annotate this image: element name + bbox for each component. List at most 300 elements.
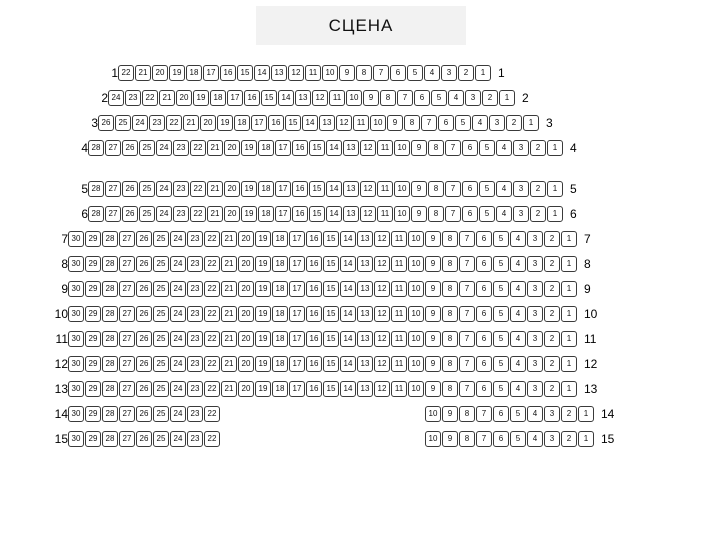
- seat[interactable]: 7: [421, 115, 437, 131]
- seat[interactable]: 1: [561, 381, 577, 397]
- seat[interactable]: 13: [295, 90, 311, 106]
- seat[interactable]: 17: [289, 356, 305, 372]
- seat[interactable]: 27: [119, 381, 135, 397]
- seat[interactable]: 8: [442, 231, 458, 247]
- seat[interactable]: 18: [272, 356, 288, 372]
- seat[interactable]: 26: [136, 406, 152, 422]
- seat[interactable]: 4: [424, 65, 440, 81]
- seat[interactable]: 28: [88, 206, 104, 222]
- seat[interactable]: 22: [190, 140, 206, 156]
- seat[interactable]: 19: [241, 140, 257, 156]
- seat[interactable]: 5: [493, 281, 509, 297]
- seat[interactable]: 13: [343, 140, 359, 156]
- seat[interactable]: 9: [425, 256, 441, 272]
- seat[interactable]: 24: [156, 181, 172, 197]
- seat[interactable]: 11: [391, 281, 407, 297]
- seat[interactable]: 2: [544, 281, 560, 297]
- seat[interactable]: 17: [289, 306, 305, 322]
- seat[interactable]: 19: [217, 115, 233, 131]
- seat[interactable]: 28: [102, 331, 118, 347]
- seat[interactable]: 18: [258, 206, 274, 222]
- seat[interactable]: 22: [142, 90, 158, 106]
- seat[interactable]: 1: [475, 65, 491, 81]
- seat[interactable]: 21: [221, 256, 237, 272]
- seat[interactable]: 2: [544, 356, 560, 372]
- seat[interactable]: 28: [102, 356, 118, 372]
- seat[interactable]: 7: [459, 356, 475, 372]
- seat[interactable]: 6: [414, 90, 430, 106]
- seat[interactable]: 26: [122, 206, 138, 222]
- seat[interactable]: 6: [462, 206, 478, 222]
- seat[interactable]: 10: [346, 90, 362, 106]
- seat[interactable]: 29: [85, 431, 101, 447]
- seat[interactable]: 8: [428, 140, 444, 156]
- seat[interactable]: 11: [305, 65, 321, 81]
- seat[interactable]: 9: [425, 306, 441, 322]
- seat[interactable]: 10: [408, 256, 424, 272]
- seat[interactable]: 20: [176, 90, 192, 106]
- seat[interactable]: 13: [343, 181, 359, 197]
- seat[interactable]: 19: [255, 256, 271, 272]
- seat[interactable]: 5: [493, 306, 509, 322]
- seat[interactable]: 15: [285, 115, 301, 131]
- seat[interactable]: 24: [132, 115, 148, 131]
- seat[interactable]: 25: [153, 281, 169, 297]
- seat[interactable]: 22: [204, 431, 220, 447]
- seat[interactable]: 21: [207, 206, 223, 222]
- seat[interactable]: 3: [527, 306, 543, 322]
- seat[interactable]: 10: [394, 181, 410, 197]
- seat[interactable]: 7: [459, 306, 475, 322]
- seat[interactable]: 7: [476, 431, 492, 447]
- seat[interactable]: 17: [275, 140, 291, 156]
- seat[interactable]: 27: [119, 406, 135, 422]
- seat[interactable]: 27: [119, 306, 135, 322]
- seat[interactable]: 2: [544, 381, 560, 397]
- seat[interactable]: 7: [373, 65, 389, 81]
- seat[interactable]: 24: [156, 140, 172, 156]
- seat[interactable]: 14: [340, 306, 356, 322]
- seat[interactable]: 5: [493, 256, 509, 272]
- seat[interactable]: 12: [374, 381, 390, 397]
- seat[interactable]: 17: [251, 115, 267, 131]
- seat[interactable]: 10: [408, 306, 424, 322]
- seat[interactable]: 8: [459, 406, 475, 422]
- seat[interactable]: 19: [255, 381, 271, 397]
- seat[interactable]: 18: [272, 231, 288, 247]
- seat[interactable]: 29: [85, 256, 101, 272]
- seat[interactable]: 14: [340, 356, 356, 372]
- seat[interactable]: 3: [513, 140, 529, 156]
- seat[interactable]: 21: [221, 281, 237, 297]
- seat[interactable]: 19: [255, 231, 271, 247]
- seat[interactable]: 1: [561, 256, 577, 272]
- seat[interactable]: 20: [152, 65, 168, 81]
- seat[interactable]: 8: [442, 306, 458, 322]
- seat[interactable]: 28: [102, 406, 118, 422]
- seat[interactable]: 17: [203, 65, 219, 81]
- seat[interactable]: 27: [119, 356, 135, 372]
- seat[interactable]: 2: [544, 306, 560, 322]
- seat[interactable]: 29: [85, 406, 101, 422]
- seat[interactable]: 2: [458, 65, 474, 81]
- seat[interactable]: 29: [85, 331, 101, 347]
- seat[interactable]: 24: [170, 406, 186, 422]
- seat[interactable]: 5: [510, 406, 526, 422]
- seat[interactable]: 3: [527, 356, 543, 372]
- seat[interactable]: 22: [204, 256, 220, 272]
- seat[interactable]: 30: [68, 356, 84, 372]
- seat[interactable]: 23: [125, 90, 141, 106]
- seat[interactable]: 22: [118, 65, 134, 81]
- seat[interactable]: 5: [479, 140, 495, 156]
- seat[interactable]: 17: [289, 231, 305, 247]
- seat[interactable]: 16: [306, 306, 322, 322]
- seat[interactable]: 2: [544, 231, 560, 247]
- seat[interactable]: 15: [309, 206, 325, 222]
- seat[interactable]: 15: [237, 65, 253, 81]
- seat[interactable]: 22: [204, 406, 220, 422]
- seat[interactable]: 12: [360, 140, 376, 156]
- seat[interactable]: 25: [153, 331, 169, 347]
- seat[interactable]: 22: [204, 356, 220, 372]
- seat[interactable]: 14: [326, 140, 342, 156]
- seat[interactable]: 14: [340, 331, 356, 347]
- seat[interactable]: 13: [357, 231, 373, 247]
- seat[interactable]: 1: [547, 181, 563, 197]
- seat[interactable]: 4: [510, 356, 526, 372]
- seat[interactable]: 24: [170, 431, 186, 447]
- seat[interactable]: 27: [119, 331, 135, 347]
- seat[interactable]: 20: [238, 331, 254, 347]
- seat[interactable]: 3: [527, 331, 543, 347]
- seat[interactable]: 3: [527, 256, 543, 272]
- seat[interactable]: 1: [578, 431, 594, 447]
- seat[interactable]: 28: [102, 281, 118, 297]
- seat[interactable]: 5: [493, 356, 509, 372]
- seat[interactable]: 1: [561, 281, 577, 297]
- seat[interactable]: 19: [255, 306, 271, 322]
- seat[interactable]: 1: [523, 115, 539, 131]
- seat[interactable]: 14: [340, 281, 356, 297]
- seat[interactable]: 8: [380, 90, 396, 106]
- seat[interactable]: 11: [377, 206, 393, 222]
- seat[interactable]: 6: [462, 181, 478, 197]
- seat[interactable]: 1: [561, 356, 577, 372]
- seat[interactable]: 24: [156, 206, 172, 222]
- seat[interactable]: 23: [187, 406, 203, 422]
- seat[interactable]: 22: [204, 381, 220, 397]
- seat[interactable]: 12: [374, 231, 390, 247]
- seat[interactable]: 12: [312, 90, 328, 106]
- seat[interactable]: 23: [187, 256, 203, 272]
- seat[interactable]: 13: [271, 65, 287, 81]
- seat[interactable]: 6: [476, 356, 492, 372]
- seat[interactable]: 2: [561, 431, 577, 447]
- seat[interactable]: 8: [459, 431, 475, 447]
- seat[interactable]: 15: [309, 140, 325, 156]
- seat[interactable]: 11: [391, 256, 407, 272]
- seat[interactable]: 5: [455, 115, 471, 131]
- seat[interactable]: 5: [493, 331, 509, 347]
- seat[interactable]: 16: [292, 206, 308, 222]
- seat[interactable]: 17: [289, 256, 305, 272]
- seat[interactable]: 18: [258, 140, 274, 156]
- seat[interactable]: 25: [139, 206, 155, 222]
- seat[interactable]: 16: [268, 115, 284, 131]
- seat[interactable]: 6: [476, 281, 492, 297]
- seat[interactable]: 9: [387, 115, 403, 131]
- seat[interactable]: 16: [306, 356, 322, 372]
- seat[interactable]: 26: [136, 256, 152, 272]
- seat[interactable]: 18: [272, 381, 288, 397]
- seat[interactable]: 12: [288, 65, 304, 81]
- seat[interactable]: 21: [221, 306, 237, 322]
- seat[interactable]: 14: [254, 65, 270, 81]
- seat[interactable]: 20: [238, 231, 254, 247]
- seat[interactable]: 7: [459, 256, 475, 272]
- seat[interactable]: 18: [258, 181, 274, 197]
- seat[interactable]: 20: [224, 181, 240, 197]
- seat[interactable]: 11: [391, 231, 407, 247]
- seat[interactable]: 2: [530, 181, 546, 197]
- seat[interactable]: 2: [530, 140, 546, 156]
- seat[interactable]: 10: [394, 140, 410, 156]
- seat[interactable]: 12: [374, 281, 390, 297]
- seat[interactable]: 22: [204, 231, 220, 247]
- seat[interactable]: 21: [159, 90, 175, 106]
- seat[interactable]: 15: [323, 231, 339, 247]
- seat[interactable]: 27: [119, 256, 135, 272]
- seat[interactable]: 8: [428, 206, 444, 222]
- seat[interactable]: 4: [472, 115, 488, 131]
- seat[interactable]: 4: [527, 406, 543, 422]
- seat[interactable]: 6: [462, 140, 478, 156]
- seat[interactable]: 7: [459, 381, 475, 397]
- seat[interactable]: 26: [98, 115, 114, 131]
- seat[interactable]: 26: [136, 281, 152, 297]
- seat[interactable]: 9: [411, 140, 427, 156]
- seat[interactable]: 10: [408, 356, 424, 372]
- seat[interactable]: 24: [170, 281, 186, 297]
- seat[interactable]: 9: [363, 90, 379, 106]
- seat[interactable]: 30: [68, 231, 84, 247]
- seat[interactable]: 20: [238, 356, 254, 372]
- seat[interactable]: 13: [357, 356, 373, 372]
- seat[interactable]: 13: [357, 256, 373, 272]
- seat[interactable]: 23: [173, 206, 189, 222]
- seat[interactable]: 21: [221, 356, 237, 372]
- seat[interactable]: 8: [404, 115, 420, 131]
- seat[interactable]: 10: [408, 231, 424, 247]
- seat[interactable]: 16: [306, 381, 322, 397]
- seat[interactable]: 17: [289, 281, 305, 297]
- seat[interactable]: 29: [85, 281, 101, 297]
- seat[interactable]: 8: [428, 181, 444, 197]
- seat[interactable]: 4: [496, 140, 512, 156]
- seat[interactable]: 17: [289, 381, 305, 397]
- seat[interactable]: 13: [357, 281, 373, 297]
- seat[interactable]: 9: [425, 356, 441, 372]
- seat[interactable]: 14: [326, 181, 342, 197]
- seat[interactable]: 3: [527, 281, 543, 297]
- seat[interactable]: 5: [493, 381, 509, 397]
- seat[interactable]: 6: [438, 115, 454, 131]
- seat[interactable]: 30: [68, 381, 84, 397]
- seat[interactable]: 13: [319, 115, 335, 131]
- seat[interactable]: 20: [238, 256, 254, 272]
- seat[interactable]: 11: [329, 90, 345, 106]
- seat[interactable]: 4: [510, 331, 526, 347]
- seat[interactable]: 7: [445, 206, 461, 222]
- seat[interactable]: 7: [459, 231, 475, 247]
- seat[interactable]: 26: [136, 356, 152, 372]
- seat[interactable]: 22: [204, 331, 220, 347]
- seat[interactable]: 30: [68, 331, 84, 347]
- seat[interactable]: 21: [221, 231, 237, 247]
- seat[interactable]: 9: [425, 331, 441, 347]
- seat[interactable]: 19: [255, 356, 271, 372]
- seat[interactable]: 24: [170, 356, 186, 372]
- seat[interactable]: 10: [322, 65, 338, 81]
- seat[interactable]: 7: [445, 140, 461, 156]
- seat[interactable]: 2: [544, 331, 560, 347]
- seat[interactable]: 21: [183, 115, 199, 131]
- seat[interactable]: 9: [425, 381, 441, 397]
- seat[interactable]: 11: [391, 356, 407, 372]
- seat[interactable]: 12: [360, 206, 376, 222]
- seat[interactable]: 25: [153, 356, 169, 372]
- seat[interactable]: 23: [187, 306, 203, 322]
- seat[interactable]: 9: [442, 406, 458, 422]
- seat[interactable]: 24: [170, 331, 186, 347]
- seat[interactable]: 5: [479, 206, 495, 222]
- seat[interactable]: 22: [190, 181, 206, 197]
- seat[interactable]: 2: [482, 90, 498, 106]
- seat[interactable]: 30: [68, 306, 84, 322]
- seat[interactable]: 20: [238, 381, 254, 397]
- seat[interactable]: 18: [272, 256, 288, 272]
- seat[interactable]: 11: [391, 306, 407, 322]
- seat[interactable]: 17: [289, 331, 305, 347]
- seat[interactable]: 23: [187, 381, 203, 397]
- seat[interactable]: 10: [425, 406, 441, 422]
- seat[interactable]: 20: [224, 206, 240, 222]
- seat[interactable]: 22: [204, 281, 220, 297]
- seat[interactable]: 25: [139, 181, 155, 197]
- seat[interactable]: 28: [102, 231, 118, 247]
- seat[interactable]: 1: [561, 231, 577, 247]
- seat[interactable]: 9: [411, 206, 427, 222]
- seat[interactable]: 15: [309, 181, 325, 197]
- seat[interactable]: 4: [510, 281, 526, 297]
- seat[interactable]: 5: [479, 181, 495, 197]
- seat[interactable]: 11: [391, 331, 407, 347]
- seat[interactable]: 18: [272, 331, 288, 347]
- seat[interactable]: 4: [510, 381, 526, 397]
- seat[interactable]: 10: [408, 281, 424, 297]
- seat[interactable]: 27: [119, 231, 135, 247]
- seat[interactable]: 7: [397, 90, 413, 106]
- seat[interactable]: 23: [187, 231, 203, 247]
- seat[interactable]: 27: [119, 281, 135, 297]
- seat[interactable]: 8: [442, 381, 458, 397]
- seat[interactable]: 13: [357, 306, 373, 322]
- seat[interactable]: 17: [227, 90, 243, 106]
- seat[interactable]: 22: [190, 206, 206, 222]
- seat[interactable]: 16: [292, 140, 308, 156]
- seat[interactable]: 15: [261, 90, 277, 106]
- seat[interactable]: 26: [136, 306, 152, 322]
- seat[interactable]: 8: [442, 256, 458, 272]
- seat[interactable]: 1: [547, 140, 563, 156]
- seat[interactable]: 21: [221, 381, 237, 397]
- seat[interactable]: 6: [476, 231, 492, 247]
- seat[interactable]: 25: [153, 431, 169, 447]
- seat[interactable]: 28: [102, 431, 118, 447]
- seat[interactable]: 9: [425, 231, 441, 247]
- seat[interactable]: 12: [374, 356, 390, 372]
- seat[interactable]: 10: [425, 431, 441, 447]
- seat[interactable]: 4: [496, 206, 512, 222]
- seat[interactable]: 6: [476, 331, 492, 347]
- seat[interactable]: 2: [561, 406, 577, 422]
- seat[interactable]: 8: [356, 65, 372, 81]
- seat[interactable]: 16: [306, 281, 322, 297]
- seat[interactable]: 3: [527, 231, 543, 247]
- seat[interactable]: 27: [119, 431, 135, 447]
- seat[interactable]: 4: [527, 431, 543, 447]
- seat[interactable]: 1: [578, 406, 594, 422]
- seat[interactable]: 5: [431, 90, 447, 106]
- seat[interactable]: 24: [108, 90, 124, 106]
- seat[interactable]: 23: [173, 181, 189, 197]
- seat[interactable]: 26: [136, 231, 152, 247]
- seat[interactable]: 12: [336, 115, 352, 131]
- seat[interactable]: 19: [255, 281, 271, 297]
- seat[interactable]: 12: [360, 181, 376, 197]
- seat[interactable]: 11: [391, 381, 407, 397]
- seat[interactable]: 19: [193, 90, 209, 106]
- seat[interactable]: 14: [326, 206, 342, 222]
- seat[interactable]: 4: [496, 181, 512, 197]
- seat[interactable]: 21: [221, 331, 237, 347]
- seat[interactable]: 29: [85, 356, 101, 372]
- seat[interactable]: 18: [272, 281, 288, 297]
- seat[interactable]: 24: [170, 231, 186, 247]
- seat[interactable]: 24: [170, 306, 186, 322]
- seat[interactable]: 17: [275, 181, 291, 197]
- seat[interactable]: 4: [510, 231, 526, 247]
- seat[interactable]: 26: [136, 431, 152, 447]
- seat[interactable]: 10: [370, 115, 386, 131]
- seat[interactable]: 7: [445, 181, 461, 197]
- seat[interactable]: 20: [238, 306, 254, 322]
- seat[interactable]: 25: [153, 306, 169, 322]
- seat[interactable]: 26: [136, 381, 152, 397]
- seat[interactable]: 1: [561, 306, 577, 322]
- seat[interactable]: 15: [323, 381, 339, 397]
- seat[interactable]: 4: [510, 306, 526, 322]
- seat[interactable]: 13: [357, 381, 373, 397]
- seat[interactable]: 4: [448, 90, 464, 106]
- seat[interactable]: 20: [238, 281, 254, 297]
- seat[interactable]: 26: [136, 331, 152, 347]
- seat[interactable]: 23: [173, 140, 189, 156]
- seat[interactable]: 3: [544, 431, 560, 447]
- seat[interactable]: 20: [224, 140, 240, 156]
- seat[interactable]: 12: [374, 331, 390, 347]
